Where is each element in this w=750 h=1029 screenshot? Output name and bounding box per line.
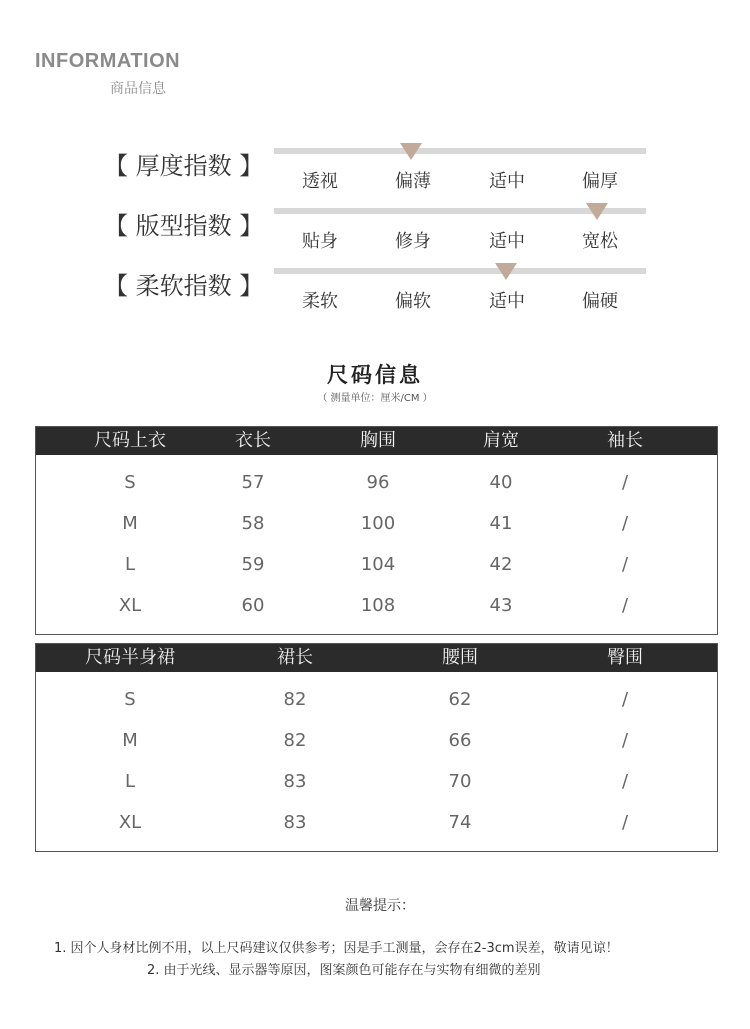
table-cell: 57 — [241, 472, 265, 493]
fit-marker-icon — [586, 203, 608, 220]
thickness-option: 偏薄 — [395, 171, 431, 192]
table-cell: M — [122, 513, 138, 534]
thickness-index-bar — [274, 148, 646, 154]
information-subtitle: 商品信息 — [110, 81, 166, 97]
header-cell: 裙长 — [277, 647, 313, 668]
softness-option: 适中 — [489, 291, 525, 312]
table-cell: 104 — [360, 554, 396, 575]
softness-index-label: 【 柔软指数 】 — [104, 272, 264, 300]
fit-option: 适中 — [489, 231, 525, 252]
table-cell: L — [124, 554, 136, 575]
table-cell: 74 — [448, 812, 472, 833]
table-cell: 83 — [283, 812, 307, 833]
tip-line-1: 1. 因个人身材比例不用，以上尺码建议仅供参考；因是手工测量，会存在2-3cm误差，敬请见谅！ — [54, 941, 619, 956]
fit-option: 贴身 — [302, 231, 338, 252]
table-cell: 62 — [448, 689, 472, 710]
header-cell: 臀围 — [607, 647, 643, 668]
table-cell: 82 — [283, 730, 307, 751]
tip-line-2: 2. 由于光线、显示器等原因，图案颜色可能存在与实物有细微的差别 — [147, 963, 541, 978]
table-cell: S — [124, 689, 136, 710]
table-cell: 42 — [489, 554, 513, 575]
table-cell: 41 — [489, 513, 513, 534]
table-cell: / — [621, 472, 629, 493]
softness-option: 偏硬 — [582, 291, 618, 312]
table-cell: XL — [118, 595, 142, 616]
fit-option: 修身 — [395, 231, 431, 252]
table-cell: 83 — [283, 771, 307, 792]
table-cell: 59 — [241, 554, 265, 575]
softness-index-bar — [274, 268, 646, 274]
thickness-index-label: 【 厚度指数 】 — [104, 152, 264, 180]
skirt-size-table — [35, 643, 718, 852]
table-cell: 66 — [448, 730, 472, 751]
size-info-unit: （ 测量单位：厘米/CM ） — [317, 393, 433, 404]
header-cell: 袖长 — [607, 430, 643, 451]
table-cell: L — [124, 771, 136, 792]
header-cell: 尺码半身裙 — [85, 647, 175, 668]
table-cell: M — [122, 730, 138, 751]
table-cell: 40 — [489, 472, 513, 493]
table-cell: / — [621, 513, 629, 534]
table-cell: / — [621, 730, 629, 751]
table-cell: XL — [118, 812, 142, 833]
thickness-option: 偏厚 — [582, 171, 618, 192]
softness-option: 偏软 — [395, 291, 431, 312]
softness-marker-icon — [495, 263, 517, 280]
table-cell: 43 — [489, 595, 513, 616]
header-cell: 胸围 — [360, 430, 396, 451]
table-cell: S — [124, 472, 136, 493]
top-table-header — [36, 427, 717, 455]
softness-option: 柔软 — [302, 291, 338, 312]
information-title: INFORMATION — [35, 50, 181, 72]
header-cell: 衣长 — [235, 430, 271, 451]
table-cell: 82 — [283, 689, 307, 710]
table-cell: / — [621, 595, 629, 616]
thickness-option: 适中 — [489, 171, 525, 192]
tips-title: 温馨提示： — [345, 898, 415, 914]
table-cell: / — [621, 812, 629, 833]
table-cell: 70 — [448, 771, 472, 792]
skirt-table-header — [36, 644, 717, 672]
table-cell: 60 — [241, 595, 265, 616]
header-cell: 尺码上衣 — [94, 430, 166, 451]
header-cell: 腰围 — [442, 647, 478, 668]
fit-option: 宽松 — [582, 231, 618, 252]
table-cell: 58 — [241, 513, 265, 534]
thickness-marker-icon — [400, 143, 422, 160]
table-cell: / — [621, 554, 629, 575]
table-cell: / — [621, 771, 629, 792]
thickness-option: 透视 — [302, 171, 338, 192]
header-cell: 肩宽 — [483, 430, 519, 451]
size-info-title: 尺码信息 — [327, 363, 423, 387]
table-cell: 108 — [360, 595, 396, 616]
top-size-table — [35, 426, 718, 635]
table-cell: / — [621, 689, 629, 710]
table-cell: 100 — [360, 513, 396, 534]
fit-index-label: 【 版型指数 】 — [104, 212, 264, 240]
table-cell: 96 — [366, 472, 390, 493]
